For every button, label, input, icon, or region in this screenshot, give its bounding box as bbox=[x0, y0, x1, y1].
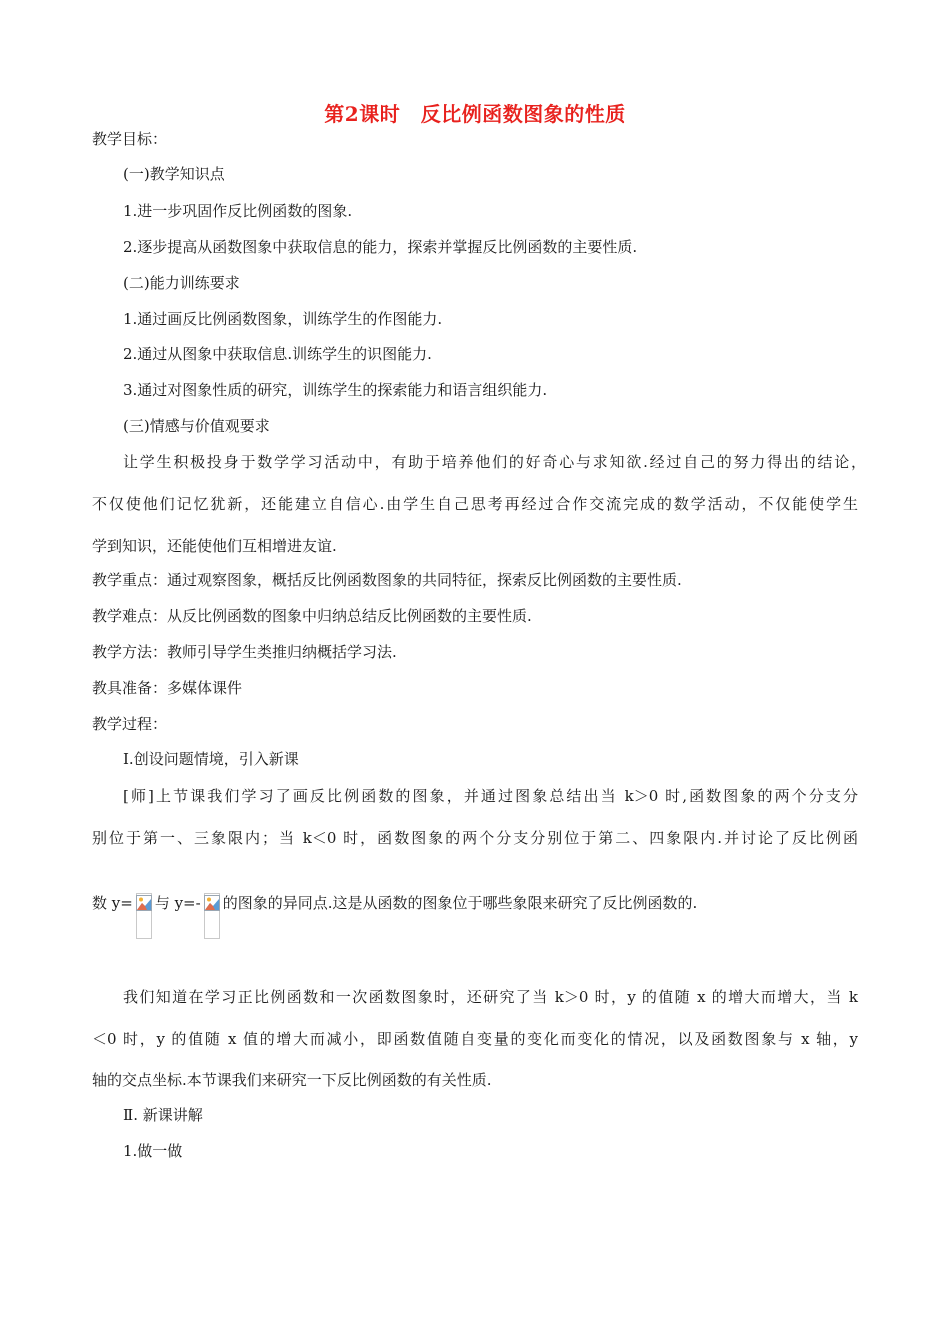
subheading-values: (三)情感与价值观要求 bbox=[123, 417, 270, 435]
section-heading-objectives: 教学目标： bbox=[92, 130, 168, 148]
paragraph-line: [师]上节课我们学习了画反比例函数的图象，并通过图象总结出当 k＞0 时,函数图象的两个分支分 bbox=[123, 787, 858, 805]
list-item: 3.通过对图象性质的研究，训练学生的探索能力和语言组织能力. bbox=[123, 381, 548, 399]
list-item: 1.做一做 bbox=[123, 1142, 183, 1160]
subheading-step-2: Ⅱ. 新课讲解 bbox=[123, 1106, 203, 1124]
paragraph-line: 让学生积极投身于数学学习活动中，有助于培养他们的好奇心与求知欲.经过自己的努力得出的结论， bbox=[123, 453, 866, 471]
broken-image-icon bbox=[202, 893, 222, 939]
list-item: 2.逐步提高从函数图象中获取信息的能力，探索并掌握反比例函数的主要性质. bbox=[123, 238, 638, 256]
formula-text: 与 y=- bbox=[154, 894, 201, 912]
paragraph-line: 学到知识，还能使他们互相增进友谊. bbox=[92, 537, 337, 555]
paragraph-line: 轴的交点坐标.本节课我们来研究一下反比例函数的有关性质. bbox=[92, 1071, 492, 1089]
formula-line bbox=[92, 893, 697, 939]
teaching-method: 教学方法：教师引导学生类推归纳概括学习法. bbox=[92, 643, 397, 661]
paragraph-line: 别位于第一、三象限内；当 k＜0 时，函数图象的两个分支分别位于第二、四象限内.并讨论了反比例函 bbox=[92, 829, 858, 847]
formula-text: 数 y= bbox=[92, 894, 133, 912]
broken-image-icon bbox=[134, 893, 154, 939]
subheading-knowledge: (一)教学知识点 bbox=[123, 165, 225, 183]
formula-text: 的图象的异同点.这是从函数的图象位于哪些象限来研究了反比例函数的. bbox=[222, 894, 698, 912]
paragraph-line: 我们知道在学习正比例函数和一次函数图象时，还研究了当 k＞0 时，y 的值随 x 的增大而增大，当 k bbox=[123, 988, 858, 1006]
difficult-point: 教学难点：从反比例函数的图象中归纳总结反比例函数的主要性质. bbox=[92, 607, 532, 625]
teaching-aids: 教具准备：多媒体课件 bbox=[92, 679, 243, 697]
subheading-step-1: Ⅰ.创设问题情境，引入新课 bbox=[123, 750, 299, 768]
list-item: 1.通过画反比例函数图象，训练学生的作图能力. bbox=[123, 310, 443, 328]
paragraph-line: ＜0 时，y 的值随 x 值的增大而减小，即函数值随自变量的变化而变化的情况，以及函数图象与 x 轴，y bbox=[92, 1030, 858, 1048]
paragraph-line: 不仅使他们记忆犹新，还能建立自信心.由学生自己思考再经过合作交流完成的数学活动，不仅能使学生 bbox=[92, 495, 858, 513]
list-item: 2.通过从图象中获取信息.训练学生的识图能力. bbox=[123, 345, 432, 363]
page-title: 第2课时 反比例函数图象的性质 bbox=[324, 102, 626, 126]
subheading-skills: (二)能力训练要求 bbox=[123, 274, 240, 292]
key-point: 教学重点：通过观察图象，概括反比例函数图象的共同特征，探索反比例函数的主要性质. bbox=[92, 571, 682, 589]
section-heading-process: 教学过程： bbox=[92, 715, 168, 733]
list-item: 1.进一步巩固作反比例函数的图象. bbox=[123, 202, 353, 220]
